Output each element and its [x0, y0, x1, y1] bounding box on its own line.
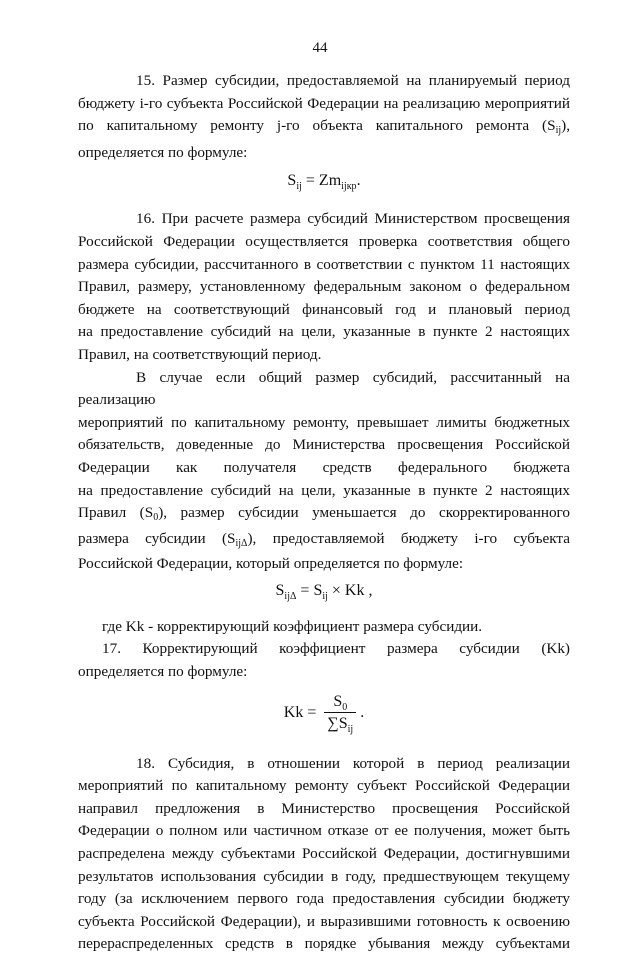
p18-line: мероприятий по капитальному ремонту субъект Российской Федерации: [78, 777, 570, 795]
paragraph-17: [78, 638, 570, 683]
p16b-line: мероприятий по капитальному ремонту, превышает лимиты бюджетных: [78, 413, 570, 431]
p16-line: бюджете на соответствующий финансовый год и плановый период: [78, 300, 570, 318]
where-kk: где Kk - корректирующий коэффициент размера субсидии.: [102, 617, 483, 635]
p16b-line: В случае если общий размер субсидий, рассчитанный на реализацию: [78, 368, 570, 409]
paragraph-15: [78, 70, 570, 164]
p18-line: субъекта Российской Федерации), и выразившими готовность к освоению: [78, 912, 570, 930]
fraction: $\frac{S_0}{\sum S_{ij}}$: [324, 692, 356, 735]
p18-line: распределена между субъектами Российской Федерации, достигнувшими: [78, 845, 570, 863]
p16b-line: Правил $(S_0)$, размер субсидии уменьшается до скорректированного: [78, 504, 570, 524]
p18-line: 18. Субсидия, в отношении которой в период реализации: [136, 754, 570, 772]
p18-line: результатов использования субсидии в году, предшествующем текущему: [78, 867, 570, 885]
paragraph-18: [78, 753, 570, 956]
p16-line: Правил, размеру, установленному федеральным законом о федеральном: [78, 278, 570, 296]
p16-line: 16. При расчете размера субсидий Министерством просвещения: [136, 210, 570, 228]
p18-line: перераспределенных средств в порядке убывания между субъектами: [78, 935, 570, 953]
p16b-line: Российской Федерации, который определяется по формуле:: [78, 555, 464, 573]
p16-line: на предоставление субсидий на цели, указанные в пункте 2 настоящих: [78, 323, 570, 341]
p15-line-3: по капитальному ремонту j-го объекта капитального ремонта $(S_{ij})$,: [78, 117, 570, 137]
formula-sij: $S_{ij} = Zm_{ijкр}$.: [287, 172, 361, 193]
p16-line: Российской Федерации осуществляется проверка соответствия общего: [78, 232, 570, 250]
p16b-line: обязательств, доведенные до Министерства просвещения Российской: [78, 436, 570, 454]
p16b-line: размера субсидии $(S_{ij\Delta})$, предоставляемой бюджету i-го субъекта: [78, 529, 570, 549]
p16b-line: на предоставление субсидий на цели, указанные в пункте 2 настоящих: [78, 481, 570, 499]
p17-line-2: определяется по формуле:: [78, 663, 248, 681]
p17-line-1: 17. Корректирующий коэффициент размера субсидии (Kk): [102, 640, 570, 658]
p18-line: Федерации о полном или частичном отказе от ее получения, может быть: [78, 822, 570, 840]
paragraph-16-b: [78, 367, 570, 576]
p18-line: году (за исключением первого года предоставления субсидии бюджету: [78, 890, 570, 908]
p15-line-2: бюджету i-го субъекта Российской Федерации на реализацию мероприятий: [78, 94, 570, 112]
formula-kk: Kk = $\frac{S_0}{\sum S_{ij}}$ .: [283, 692, 365, 735]
p18-line: направил предложения в Министерство просвещения Российской: [78, 799, 570, 817]
page-number: 44: [312, 40, 328, 56]
p15-line-1: 15. Размер субсидии, предоставляемой на планируемый период: [136, 72, 570, 89]
p16b-line: Федерации как получателя средств федерального бюджета: [78, 458, 570, 476]
p15-line-4: определяется по формуле:: [78, 143, 248, 161]
paragraph-16: [78, 208, 570, 366]
p16-line: Правил, на соответствующий период.: [78, 345, 322, 363]
document-body: [78, 70, 570, 956]
p16-line: размера субсидии, рассчитанного в соответствии с пунктом 11 настоящих: [78, 255, 570, 273]
formula-sij-delta: $S_{ij\Delta} = S_{ij} \times Kk$ ,: [275, 581, 373, 602]
